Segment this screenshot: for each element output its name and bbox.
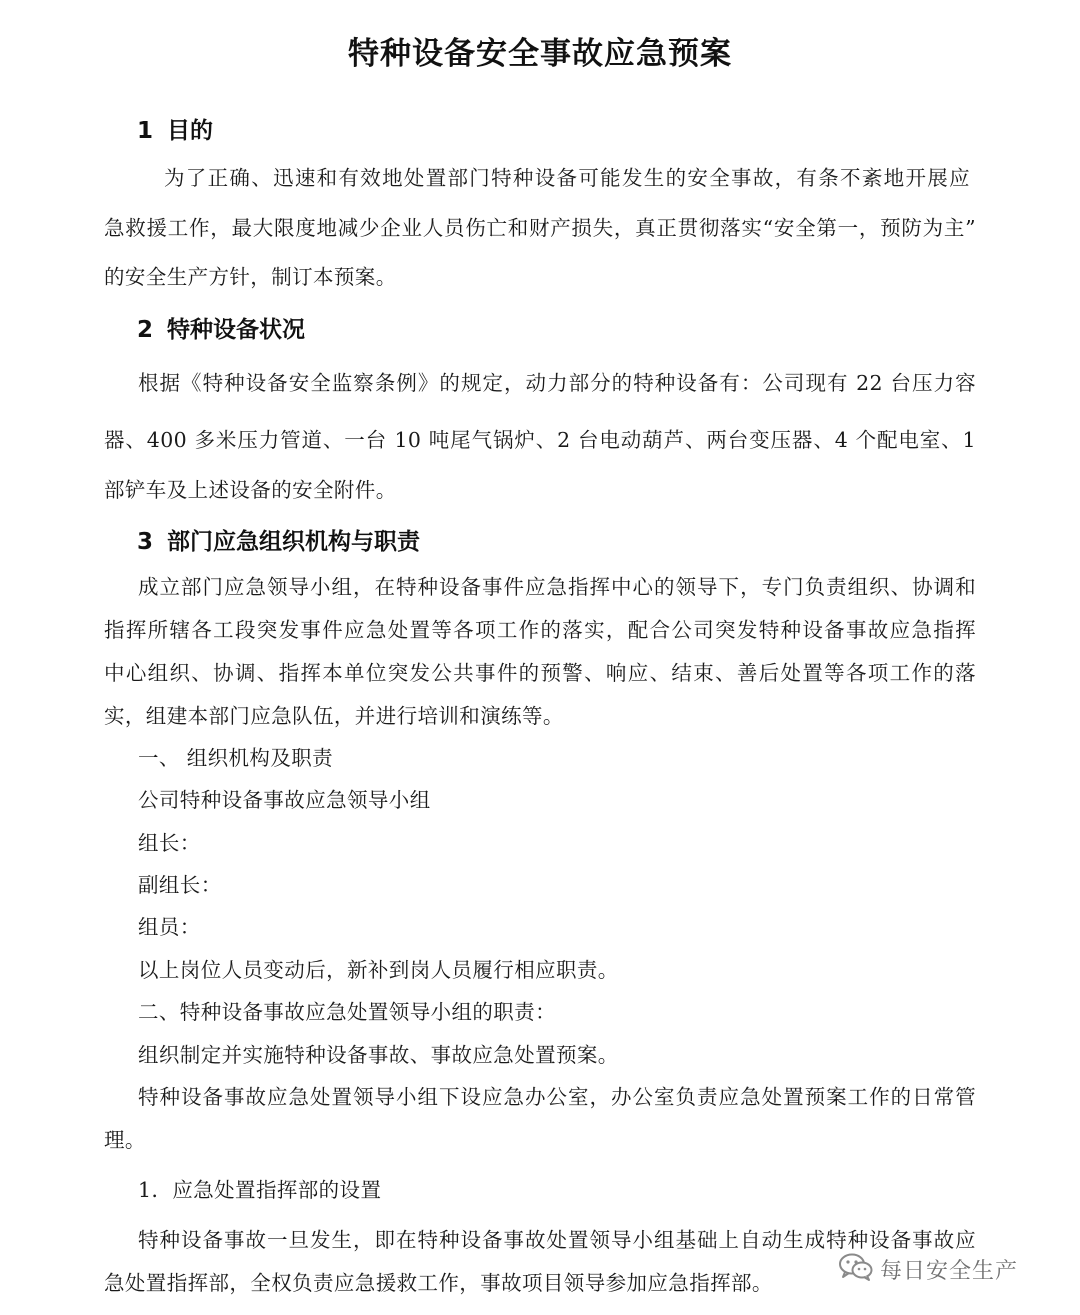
list-heading: 二、特种设备事故应急处置领导小组的职责： bbox=[138, 1000, 556, 1024]
paragraph-line: 成立部门应急领导小组，在特种设备事件应急指挥中心的领导下，专门负责组织、协调和 bbox=[138, 575, 976, 599]
section-number: 2 bbox=[137, 317, 154, 343]
paragraph-line: 急救援工作，最大限度地减少企业人员伤亡和财产损失，真正贯彻落实“安全第一，预防为主” bbox=[104, 216, 976, 240]
paragraph-line: 组织制定并实施特种设备事故、事故应急处置预案。 bbox=[138, 1043, 619, 1067]
role-label: 组长： bbox=[138, 831, 201, 855]
paragraph-line: 中心组织、协调、指挥本单位突发公共事件的预警、响应、结束、善后处置等各项工作的落 bbox=[104, 661, 976, 685]
section-title: 特种设备状况 bbox=[167, 317, 306, 343]
section-2-heading bbox=[137, 311, 305, 344]
paragraph-line: 的安全生产方针，制订本预案。 bbox=[104, 265, 397, 289]
section-number: 1 bbox=[137, 118, 154, 144]
watermark bbox=[838, 1252, 1018, 1286]
paragraph-line: 器、400 多米压力管道、一台 10 吨尾气锅炉、2 台电动葫芦、两台变压器、4 个配电室、1 bbox=[104, 428, 976, 452]
paragraph-line: 根据《特种设备安全监察条例》的规定，动力部分的特种设备有：公司现有 22 台压力容 bbox=[138, 371, 977, 395]
watermark-text: 每日安全生产 bbox=[880, 1258, 1019, 1284]
paragraph-line: 特种设备事故应急处置领导小组下设应急办公室，办公室负责应急处置预案工作的日常管 bbox=[138, 1085, 976, 1109]
wechat-icon bbox=[838, 1252, 874, 1286]
section-1-heading bbox=[137, 112, 213, 145]
section-number: 3 bbox=[137, 529, 154, 555]
document-title: 特种设备安全事故应急预案 bbox=[348, 36, 732, 72]
paragraph-line: 实，组建本部门应急队伍，并进行培训和演练等。 bbox=[104, 704, 564, 728]
section-3-heading bbox=[137, 523, 420, 556]
paragraph-line: 特种设备事故一旦发生，即在特种设备事故处置领导小组基础上自动生成特种设备事故应 bbox=[138, 1228, 976, 1252]
section-title: 部门应急组织机构与职责 bbox=[167, 529, 421, 555]
role-label: 副组长： bbox=[138, 873, 222, 897]
paragraph-line: 公司特种设备事故应急领导小组 bbox=[138, 788, 431, 812]
paragraph-line: 部铲车及上述设备的安全附件。 bbox=[104, 478, 397, 502]
paragraph-line: 指挥所辖各工段突发事件应急处置等各项工作的落实，配合公司突发特种设备事故应急指挥 bbox=[104, 618, 976, 642]
paragraph-line: 急处置指挥部，全权负责应急援救工作，事故项目领导参加应急指挥部。 bbox=[104, 1271, 773, 1295]
subsection-heading: 1．应急处置指挥部的设置 bbox=[138, 1178, 382, 1202]
paragraph-line: 理。 bbox=[104, 1128, 146, 1152]
list-heading: 一、 组织机构及职责 bbox=[138, 746, 334, 770]
paragraph-line: 为了正确、迅速和有效地处置部门特种设备可能发生的安全事故，有条不紊地开展应 bbox=[164, 166, 970, 190]
section-title: 目的 bbox=[167, 118, 214, 144]
paragraph-line: 以上岗位人员变动后，新补到岗人员履行相应职责。 bbox=[138, 958, 619, 982]
role-label: 组员： bbox=[138, 915, 201, 939]
